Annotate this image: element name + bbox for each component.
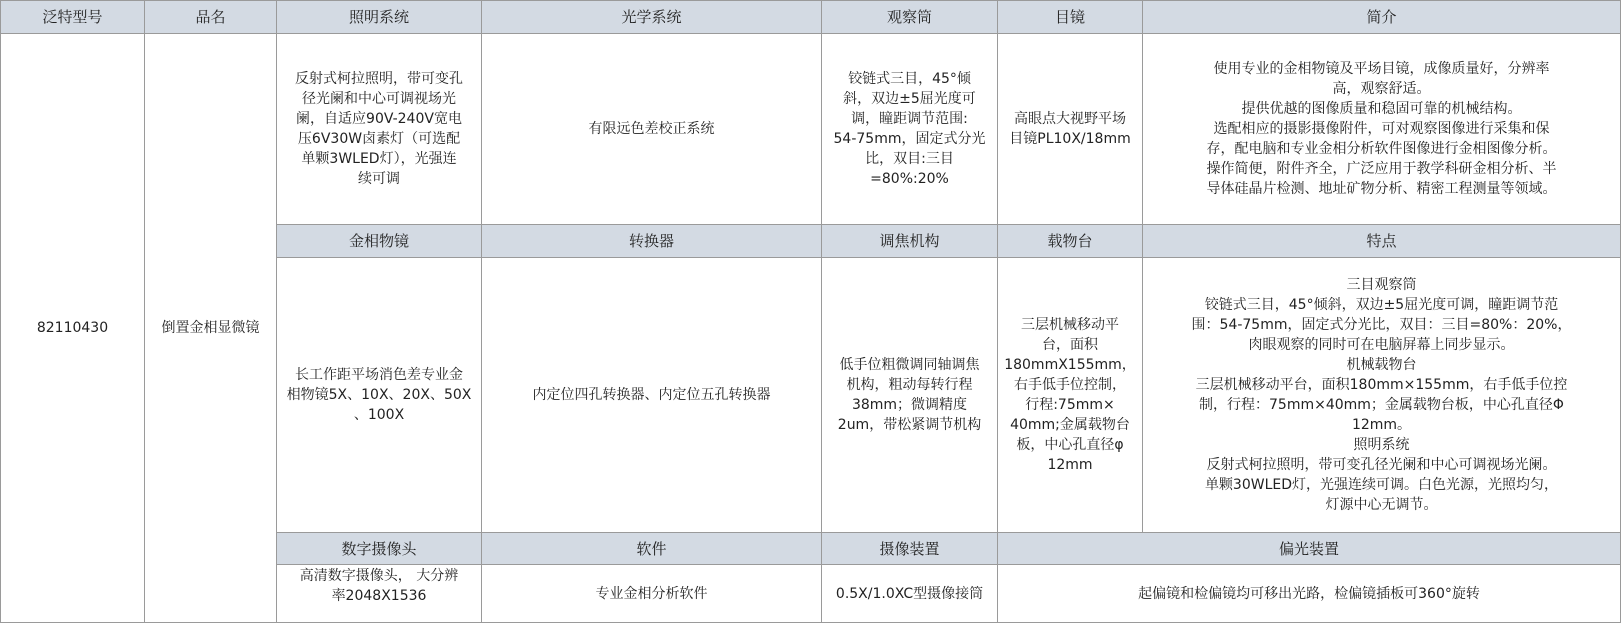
header-features: 特点 [1143,225,1621,258]
converter-value: 内定位四孔转换器、内定位五孔转换器 [482,258,822,533]
header-tube: 观察筒 [822,0,998,34]
header-camera: 数字摄像头 [277,533,482,565]
features-value: 三目观察筒 铰链式三目，45°倾斜，双边±5屈光度可调，瞳距调节范 围：54-75mm，固定式分光比，双目：三目=80%：20%， 肉眼观察的同时可在电脑屏幕上同步显示。 机械载物台 三层机械移动平台，面积180mm×155mm，右手低手位控 制，行程：75mm×40mm；金属载物台板，中心孔直径Φ 12mm。 照明系统 反射式柯拉照明，带可变孔径光阑和中心可调视场光阑。 单颗30WLED灯，光强连续可调。白色光源，光照均匀， 灯源中心无调节。 [1143,258,1621,533]
header-model: 泛特型号 [0,0,145,34]
header-product-name: 品名 [145,0,277,34]
software-value: 专业金相分析软件 [482,565,822,623]
polarizer-value: 起偏镜和检偏镜均可移出光路，检偏镜插板可360°旋转 [998,565,1621,623]
focus-value: 低手位粗微调同轴调焦 机构，粗动每转行程 38mm；微调精度 2um，带松紧调节机构 [822,258,998,533]
stage-value: 三层机械移动平 台，面积 180mmX155mm， 右手低手位控制， 行程:75mm× 40mm;金属载物台 板，中心孔直径φ 12mm [998,258,1143,533]
illumination-value: 反射式柯拉照明，带可变孔 径光阑和中心可调视场光 阑，自适应90V-240V宽电 压6V30W卤素灯（可选配 单颗3WLED灯），光强连 续可调 [277,34,482,225]
header-eyepiece: 目镜 [998,0,1143,34]
objective-value: 长工作距平场消色差专业金 相物镜5X、10X、20X、50X 、100X [277,258,482,533]
header-intro: 简介 [1143,0,1621,34]
header-camera-device: 摄像装置 [822,533,998,565]
model-number: 82110430 [0,34,145,623]
header-illumination: 照明系统 [277,0,482,34]
eyepiece-value: 高眼点大视野平场 目镜PL10X/18mm [998,34,1143,225]
header-stage: 载物台 [998,225,1143,258]
camera-device-value: 0.5X/1.0XC型摄像接筒 [822,565,998,623]
intro-value: 使用专业的金相物镜及平场目镜，成像质量好，分辨率 高，观察舒适。 提供优越的图像质量和稳固可靠的机械结构。 选配相应的摄影摄像附件，可对观察图像进行采集和保 存，配电脑和专业金相分析软件图像进行金相图像分析。 操作简便，附件齐全，广泛应用于教学科研金相分析、半 导体硅晶片检测、地址矿物分析、精密工程测量等领域。 [1143,34,1621,225]
optical-value: 有限远色差校正系统 [482,34,822,225]
header-converter: 转换器 [482,225,822,258]
header-software: 软件 [482,533,822,565]
header-optical: 光学系统 [482,0,822,34]
header-focus: 调焦机构 [822,225,998,258]
header-objective: 金相物镜 [277,225,482,258]
camera-value: 高清数字摄像头， 大分辨 率2048X1536 [277,565,482,623]
product-name: 倒置金相显微镜 [145,34,277,623]
tube-value: 铰链式三目，45°倾 斜，双边±5屈光度可 调，瞳距调节范围: 54-75mm，固定式分光 比，双目:三目=80%:20% [822,34,998,225]
header-polarizer: 偏光装置 [998,533,1621,565]
